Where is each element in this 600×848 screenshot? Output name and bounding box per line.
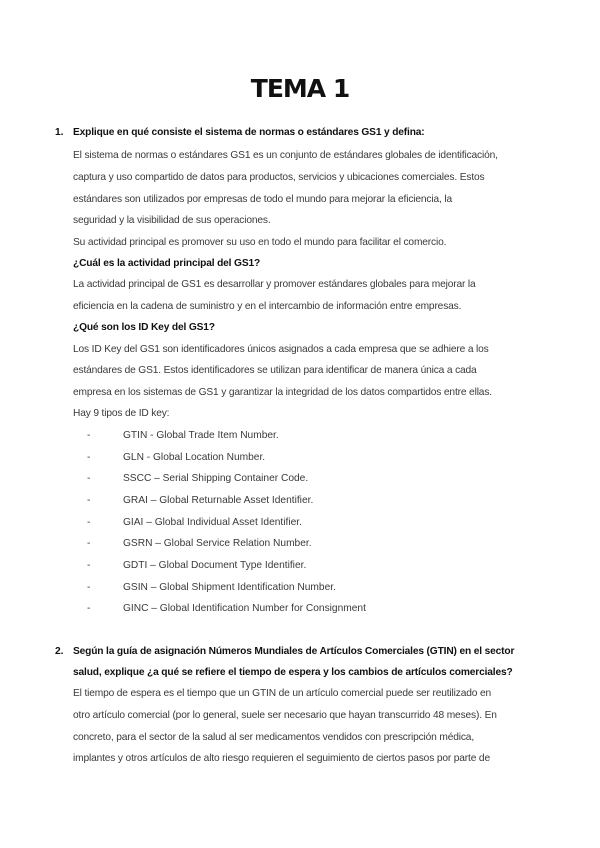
list-bullet: - [87,560,91,571]
id-key-list-item: SSCC – Serial Shipping Container Code. [123,473,309,484]
question-1-body-line: Su actividad principal es promover su uso en todo el mundo para facilitar el comercio. [73,237,447,248]
list-bullet: - [87,582,91,593]
id-keys-answer-line: empresa en los sistemas de GS1 y garantizar la integridad de los datos compartidos entre ellas. [73,387,492,398]
id-key-list-item: GRAI – Global Returnable Asset Identifier. [123,495,314,506]
list-bullet: - [87,517,91,528]
list-bullet: - [87,495,91,506]
id-keys-answer-line: Los ID Key del GS1 son identificadores únicos asignados a cada empresa que se adhiere a los [73,344,489,355]
question-1-body-line: seguridad y la visibilidad de sus operaciones. [73,215,271,226]
id-key-list-item: GINC – Global Identification Number for Consignment [123,603,366,614]
list-bullet: - [87,603,91,614]
id-key-list-item: GSIN – Global Shipment Identification Number. [123,582,336,593]
list-bullet: - [87,538,91,549]
question-1-number: 1. [55,127,64,138]
main-activity-answer-line: La actividad principal de GS1 es desarrollar y promover estándares globales para mejorar la [73,279,476,290]
main-activity-answer-line: eficiencia en la cadena de suministro y en el intercambio de información entre empresas. [73,301,462,312]
id-key-list-item: GDTI – Global Document Type Identifier. [123,560,307,571]
list-bullet: - [87,473,91,484]
question-2-text-line: Según la guía de asignación Números Mundiales de Artículos Comerciales (GTIN) en el sector [73,646,515,657]
page-title: TEMA 1 [250,74,350,103]
id-keys-answer-line: Hay 9 tipos de ID key: [73,408,170,419]
question-2-body-line: concreto, para el sector de la salud al ser medicamentos vendidos con prescripción médica, [73,732,475,743]
question-1-text: Explique en qué consiste el sistema de normas o estándares GS1 y defina: [73,127,425,138]
question-2-body-line: implantes y otros artículos de alto riesgo requieren el seguimiento de ciertos pasos por parte de [73,753,490,764]
list-bullet: - [87,452,91,463]
subquestion-id-keys: ¿Qué son los ID Key del GS1? [73,322,215,333]
question-1-body-line: estándares son utilizados por empresas de todo el mundo para mejorar la eficiencia, la [73,194,452,205]
id-key-list-item: GSRN – Global Service Relation Number. [123,538,312,549]
id-key-list-item: GIAI – Global Individual Asset Identifier. [123,517,302,528]
question-2-body-line: otro artículo comercial (por lo general, suele ser necesario que hayan transcurrido 48 meses). En [73,710,497,721]
subquestion-main-activity: ¿Cuál es la actividad principal del GS1? [73,258,261,269]
list-bullet: - [87,430,91,441]
id-key-list-item: GLN - Global Location Number. [123,452,266,463]
question-2-text-line: salud, explique ¿a qué se refiere el tiempo de espera y los cambios de artículos comerciales? [73,667,513,678]
question-1-body-line: captura y uso compartido de datos para productos, servicios y ubicaciones comerciales. Estos [73,172,485,183]
question-2-number: 2. [55,646,64,657]
question-1-body-line: El sistema de normas o estándares GS1 es un conjunto de estándares globales de identificación, [73,150,498,161]
id-keys-answer-line: estándares de GS1. Estos identificadores se utilizan para identificar de manera única a cada [73,365,477,376]
question-2-body-line: El tiempo de espera es el tiempo que un GTIN de un artículo comercial puede ser reutilizado en [73,688,491,699]
id-key-list-item: GTIN - Global Trade Item Number. [123,430,279,441]
